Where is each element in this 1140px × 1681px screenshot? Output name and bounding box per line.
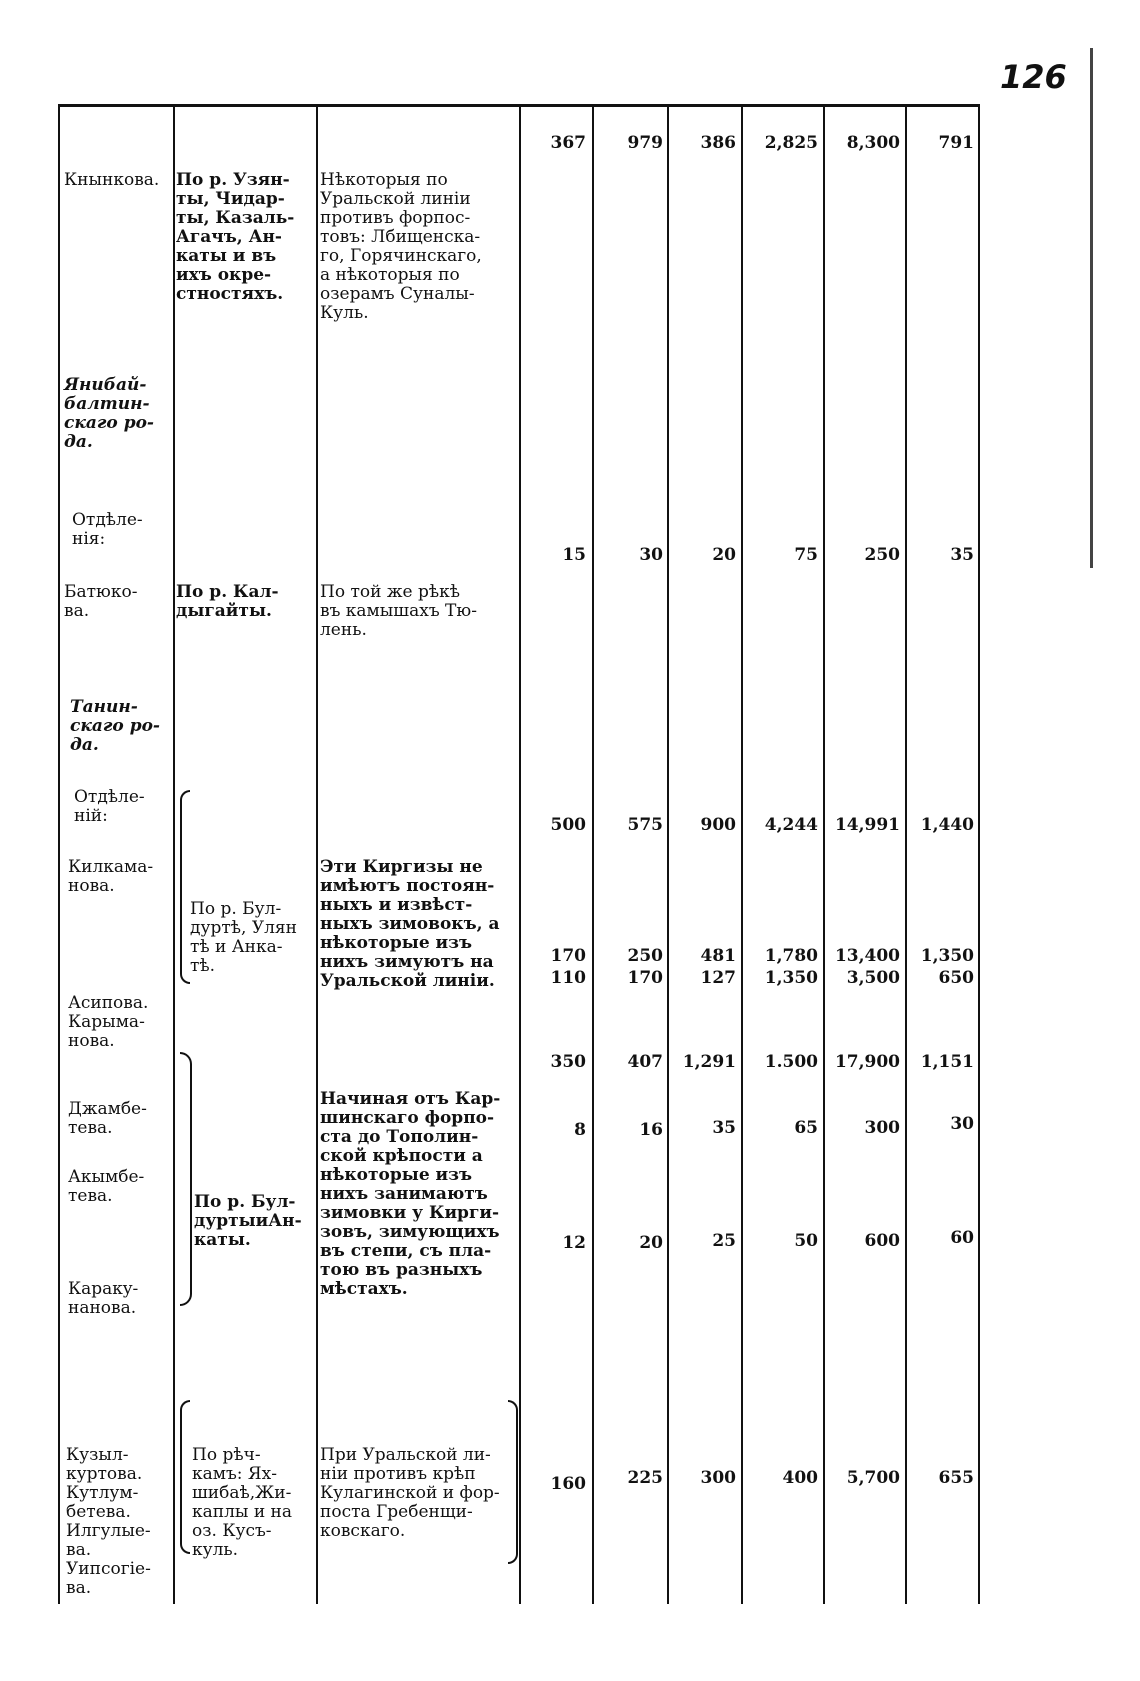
row-place: По р. Узян- ты, Чидар- ты, Казаль- Агачъ, Ан- каты и въ ихъ окре- стностяхъ.: [176, 170, 295, 304]
value-cell: 1,350: [764, 968, 818, 988]
value-cell: 979: [627, 133, 663, 153]
section-subheading: Отдѣле- нія:: [72, 510, 143, 549]
value-cell: 1,151: [920, 1052, 974, 1072]
value-cell: 367: [550, 133, 586, 153]
value-cell: 8,300: [846, 133, 900, 153]
value-cell: 350: [550, 1052, 586, 1072]
row-place: По р. Бул- дуртыиАн- каты.: [194, 1192, 302, 1250]
row-note: При Уральской ли- ніи противъ крѣп Кулагинской и фор- поста Гребенщи- ковскаго.: [320, 1445, 500, 1541]
value-cell: 15: [562, 545, 586, 565]
row-note: Эти Киргизы не имѣютъ постоян- ныхъ и извѣст- ныхъ зимовокъ, а нѣкоторые изъ нихъ зимуютъ на Уральской линіи.: [320, 857, 500, 991]
value-cell: 1.500: [764, 1052, 818, 1072]
value-cell: 600: [864, 1231, 900, 1251]
row-place: По р. Кал- дыгайты.: [176, 582, 279, 621]
value-cell: 575: [627, 815, 663, 835]
value-cell: 5,700: [846, 1468, 900, 1488]
value-cell: 20: [639, 1233, 663, 1253]
value-cell: 13,400: [834, 946, 900, 966]
value-cell: 225: [627, 1468, 663, 1488]
value-cell: 481: [700, 946, 736, 966]
section-heading: Янибай- балтин- скаго ро- да.: [64, 375, 154, 452]
column-rule-8: [823, 104, 825, 1604]
value-cell: 500: [550, 815, 586, 835]
page-number: 126: [1000, 58, 1067, 96]
value-cell: 35: [712, 1118, 736, 1138]
row-note: Начиная отъ Кар- шинскаго форпо- ста до Тополин- ской крѣпости а нѣкоторые изъ нихъ занимаютъ зимовки у Кирги- зовъ, зимующихъ въ степи, съ пла- тою въ разныхъ мѣстахъ.: [320, 1089, 501, 1299]
row-name: Каракy- нанова.: [68, 1279, 139, 1318]
value-cell: 300: [864, 1118, 900, 1138]
value-cell: 35: [950, 545, 974, 565]
value-cell: 2,825: [764, 133, 818, 153]
value-cell: 16: [639, 1120, 663, 1140]
value-cell: 1,291: [682, 1052, 736, 1072]
left-brace: [180, 1400, 190, 1554]
value-cell: 160: [550, 1474, 586, 1494]
value-cell: 4,244: [764, 815, 818, 835]
row-note: Нѣкоторыя по Уральской линіи противъ форпос- товъ: Лбищенска- го, Горячинскаго, а нѣкоторыя по озерамъ Суналы- Куль.: [320, 170, 482, 323]
row-name: Кнынкова.: [64, 170, 160, 190]
page-edge-line: [1090, 48, 1093, 568]
value-cell: 75: [794, 545, 818, 565]
value-cell: 30: [639, 545, 663, 565]
value-cell: 20: [712, 545, 736, 565]
value-cell: 60: [950, 1228, 974, 1248]
column-rule-2: [173, 104, 175, 1604]
value-cell: 250: [627, 946, 663, 966]
value-cell: 900: [700, 815, 736, 835]
row-name: Килкама- нова.: [68, 857, 154, 896]
value-cell: 12: [562, 1233, 586, 1253]
value-cell: 650: [938, 968, 974, 988]
value-cell: 655: [938, 1468, 974, 1488]
section-subheading: Отдѣле- ній:: [74, 787, 145, 826]
value-cell: 791: [938, 133, 974, 153]
right-brace: [180, 1052, 192, 1306]
value-cell: 300: [700, 1468, 736, 1488]
column-rule-10: [978, 104, 980, 1604]
row-name: Акымбе- тева.: [68, 1167, 145, 1206]
row-name: Кузыл- куртова. Кутлум- бетева. Илгулые- ва. Уипсогіе- ва.: [66, 1445, 151, 1598]
column-rule-6: [667, 104, 669, 1604]
column-rule-1: [58, 104, 60, 1604]
row-place: По рѣч- камъ: Ях- шибаѣ,Жи- каплы и на оз. Кусъ- куль.: [192, 1445, 293, 1560]
value-cell: 17,900: [834, 1052, 900, 1072]
value-cell: 110: [550, 968, 586, 988]
row-place: По р. Бул- дуртѣ, Улян тѣ и Анка- тѣ.: [190, 899, 297, 976]
left-brace: [180, 790, 190, 984]
value-cell: 65: [794, 1118, 818, 1138]
value-cell: 127: [700, 968, 736, 988]
column-rule-4: [519, 104, 521, 1604]
value-cell: 1,440: [920, 815, 974, 835]
value-cell: 170: [550, 946, 586, 966]
value-cell: 8: [574, 1120, 586, 1140]
column-rule-7: [741, 104, 743, 1604]
value-cell: 170: [627, 968, 663, 988]
row-name: Джамбе- тева.: [68, 1099, 147, 1138]
value-cell: 30: [950, 1114, 974, 1134]
value-cell: 50: [794, 1231, 818, 1251]
value-cell: 407: [627, 1052, 663, 1072]
value-cell: 14,991: [834, 815, 900, 835]
value-cell: 400: [782, 1468, 818, 1488]
row-name: Батюко- ва.: [64, 582, 138, 621]
value-cell: 3,500: [846, 968, 900, 988]
row-name: Асипова. Карыма- нова.: [68, 993, 149, 1051]
right-brace: [508, 1400, 518, 1564]
section-heading: Танин- скаго ро- да.: [70, 697, 160, 755]
value-cell: 386: [700, 133, 736, 153]
value-cell: 1,780: [764, 946, 818, 966]
value-cell: 25: [712, 1231, 736, 1251]
column-rule-3: [316, 104, 318, 1604]
row-note: По той же рѣкѣ въ камышахъ Тю- лень.: [320, 582, 477, 640]
column-rule-9: [905, 104, 907, 1604]
value-cell: 1,350: [920, 946, 974, 966]
column-rule-5: [592, 104, 594, 1604]
value-cell: 250: [864, 545, 900, 565]
